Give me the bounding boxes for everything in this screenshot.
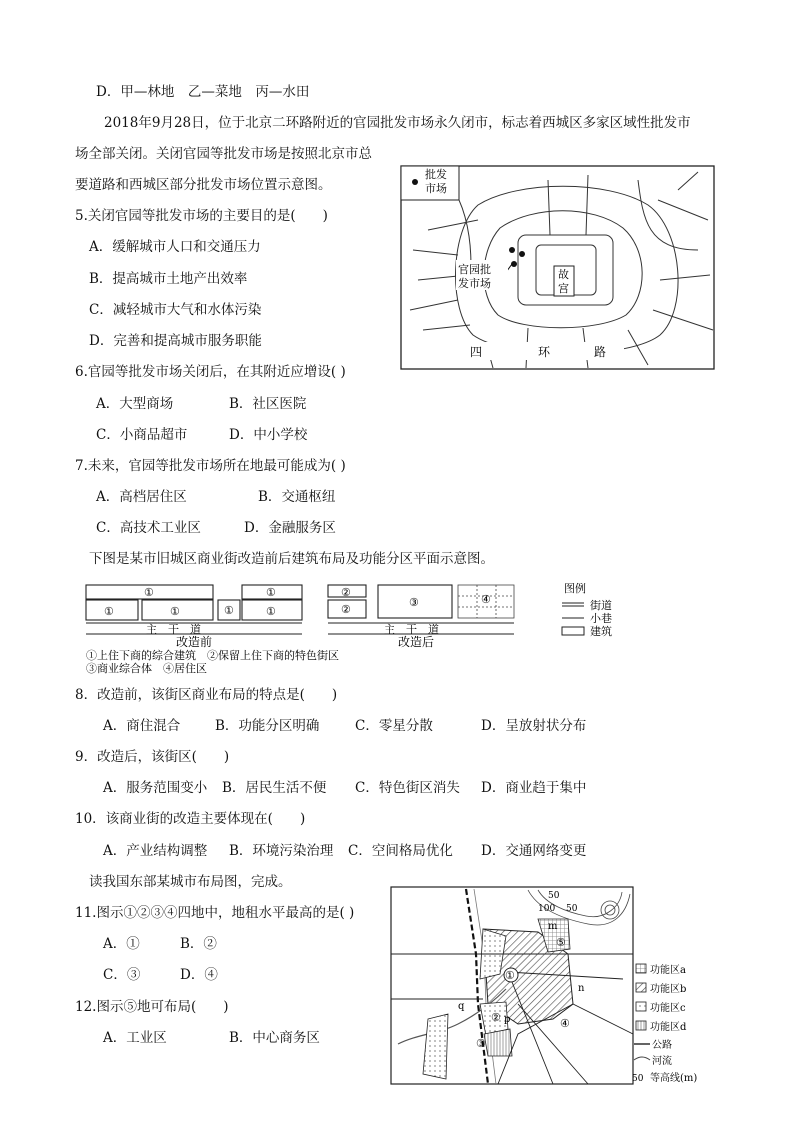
q7-option-d[interactable]: D．金融服务区 (244, 520, 336, 536)
legend-zone-c: 功能区c (650, 1003, 686, 1014)
q11-option-a[interactable]: A．① (103, 936, 140, 952)
before-label-1e: ① (266, 586, 276, 599)
legend-contour: 等高线(m) (650, 1073, 698, 1084)
before-caption: 改造前 (176, 635, 213, 649)
q11-option-b[interactable]: B．② (180, 936, 217, 952)
before-label-1c: ① (170, 605, 180, 618)
point-p: p (504, 1014, 511, 1025)
legend-river-icon (634, 1057, 650, 1060)
passage-1-line-3: 要道路和西城区部分批发市场位置示意图。 (75, 177, 332, 193)
city-layout-map (388, 884, 708, 1088)
zone-1: ① (505, 969, 515, 982)
main-road-after: 主 干 道 (384, 623, 439, 636)
q8-option-b[interactable]: B．功能分区明确 (215, 718, 320, 734)
q9-option-a[interactable]: A．服务范围变小 (103, 780, 208, 796)
legend-road: 公路 (652, 1040, 672, 1051)
after-label-3: ③ (409, 596, 419, 609)
legend-street: 街道 (590, 599, 612, 612)
point-q: q (458, 1001, 465, 1012)
passage-1-line-1: 2018年9月28日，位于北京二环路附近的官园批发市场永久闭市，标志着西城区多家区域性批发市 (104, 115, 691, 131)
question-9: 9．改造后，该街区( ) (75, 749, 230, 765)
legend-contour-value: 50 (632, 1074, 644, 1084)
contour-label-1: 50 (548, 891, 560, 901)
passage-3: 读我国东部某城市布局图，完成。 (89, 874, 292, 890)
zone-2: ② (491, 1011, 501, 1024)
beijing-market-map (398, 160, 718, 372)
q9-option-c[interactable]: C．特色街区消失 (355, 780, 460, 796)
q4-option-d: D．甲—林地 乙—菜地 丙—水田 (96, 84, 310, 100)
street-renovation-diagram (84, 578, 644, 676)
before-label-1f: ① (266, 605, 276, 618)
gugong-label-1: 故 (558, 268, 569, 281)
q9-option-b[interactable]: B．居民生活不便 (222, 780, 327, 796)
after-label-4: ④ (481, 593, 491, 606)
fig2-legend-title: 图例 (564, 582, 586, 595)
road-label-1: 四 (470, 345, 483, 359)
contour-label-3: 50 (566, 904, 578, 914)
q9-option-d[interactable]: D．商业趋于集中 (481, 780, 587, 796)
guanyuan-label-1: 官园批 (458, 263, 491, 276)
legend-zone-b-icon (636, 983, 646, 992)
q8-option-c[interactable]: C．零星分散 (355, 718, 433, 734)
passage-2: 下图是某市旧城区商业街改造前后建筑布局及功能分区平面示意图。 (89, 551, 494, 567)
q10-option-b[interactable]: B．环境污染治理 (229, 843, 334, 859)
passage-1-line-2: 场全部关闭。关闭官园等批发市场是按照北京市总 (75, 146, 372, 162)
q5-option-c[interactable]: C．减轻城市大气和水体污染 (89, 302, 262, 318)
q10-option-d[interactable]: D．交通网络变更 (481, 843, 587, 859)
zone-5: ⑤ (556, 936, 566, 949)
fig2-note-2: ③商业综合体 ④居住区 (86, 662, 207, 675)
q6-option-b[interactable]: B．社区医院 (229, 396, 307, 412)
q5-option-b[interactable]: B．提高城市土地产出效率 (89, 271, 248, 287)
q7-option-a[interactable]: A．高档居住区 (96, 489, 187, 505)
market-dot-icon (412, 179, 418, 185)
q7-option-b[interactable]: B．交通枢纽 (258, 489, 336, 505)
zone-4: ④ (560, 1017, 570, 1030)
main-road-before: 主 干 道 (146, 623, 201, 636)
legend-zone-a-icon (636, 964, 646, 973)
legend-label-1: 批发 (425, 168, 447, 181)
q5-option-a[interactable]: A．缓解城市人口和交通压力 (89, 239, 261, 255)
gugong-label-2: 宫 (558, 282, 569, 295)
question-7: 7.未来，官园等批发市场所在地最可能成为( ) (75, 458, 346, 474)
question-6: 6.官园等批发市场关闭后，在其附近应增设( ) (75, 364, 346, 380)
legend-zone-a: 功能区a (650, 965, 686, 976)
legend-building: 建筑 (590, 625, 612, 638)
point-n: n (578, 983, 585, 994)
legend-label-2: 市场 (425, 182, 447, 195)
legend-zone-c-icon (636, 1002, 646, 1011)
point-m: m (548, 921, 558, 932)
road-label-2: 环 (538, 345, 551, 359)
fig2-note-1: ①上住下商的综合建筑 ②保留上住下商的特色街区 (86, 649, 339, 662)
q6-option-d[interactable]: D．中小学校 (229, 427, 308, 443)
q12-option-a[interactable]: A．工业区 (103, 1030, 167, 1046)
market-dot-icon (509, 247, 515, 253)
q6-option-a[interactable]: A．大型商场 (96, 396, 174, 412)
legend-zone-b: 功能区b (650, 984, 687, 995)
question-12: 12.图示⑤地可布局( ) (75, 999, 229, 1015)
q8-option-d[interactable]: D．呈放射状分布 (481, 718, 587, 734)
market-dot-icon (519, 251, 525, 257)
legend-alley: 小巷 (590, 612, 612, 625)
after-label-2a: ② (341, 586, 351, 599)
question-11: 11.图示①②③④四地中，地租水平最高的是( ) (75, 905, 355, 921)
q6-option-c[interactable]: C．小商品超市 (96, 427, 188, 443)
question-8: 8．改造前，该街区商业布局的特点是( ) (75, 687, 338, 703)
contour-label-2: 100 (538, 904, 556, 914)
q8-option-a[interactable]: A．商住混合 (103, 718, 181, 734)
q10-option-c[interactable]: C．空间格局优化 (348, 843, 453, 859)
before-label-1a: ① (144, 586, 154, 599)
q11-option-c[interactable]: C．③ (103, 967, 141, 983)
question-5: 5.关闭官园等批发市场的主要目的是( ) (75, 208, 328, 224)
road-label-3: 路 (594, 345, 607, 359)
after-caption: 改造后 (398, 635, 435, 649)
legend-zone-d-icon (636, 1021, 646, 1030)
q10-option-a[interactable]: A．产业结构调整 (103, 843, 208, 859)
before-label-1d: ① (224, 604, 234, 617)
zone-3: ③ (476, 1037, 486, 1050)
q7-option-c[interactable]: C．高技术工业区 (96, 520, 201, 536)
after-label-2b: ② (341, 603, 351, 616)
q5-option-d[interactable]: D．完善和提高城市服务职能 (89, 333, 262, 349)
q12-option-b[interactable]: B．中心商务区 (229, 1030, 320, 1046)
guanyuan-label-2: 发市场 (458, 277, 491, 290)
legend-river: 河流 (652, 1056, 672, 1067)
q11-option-d[interactable]: D．④ (180, 967, 218, 983)
legend-zone-d: 功能区d (650, 1022, 687, 1033)
question-10: 10．该商业街的改造主要体现在( ) (75, 811, 306, 827)
before-label-1b: ① (104, 605, 114, 618)
